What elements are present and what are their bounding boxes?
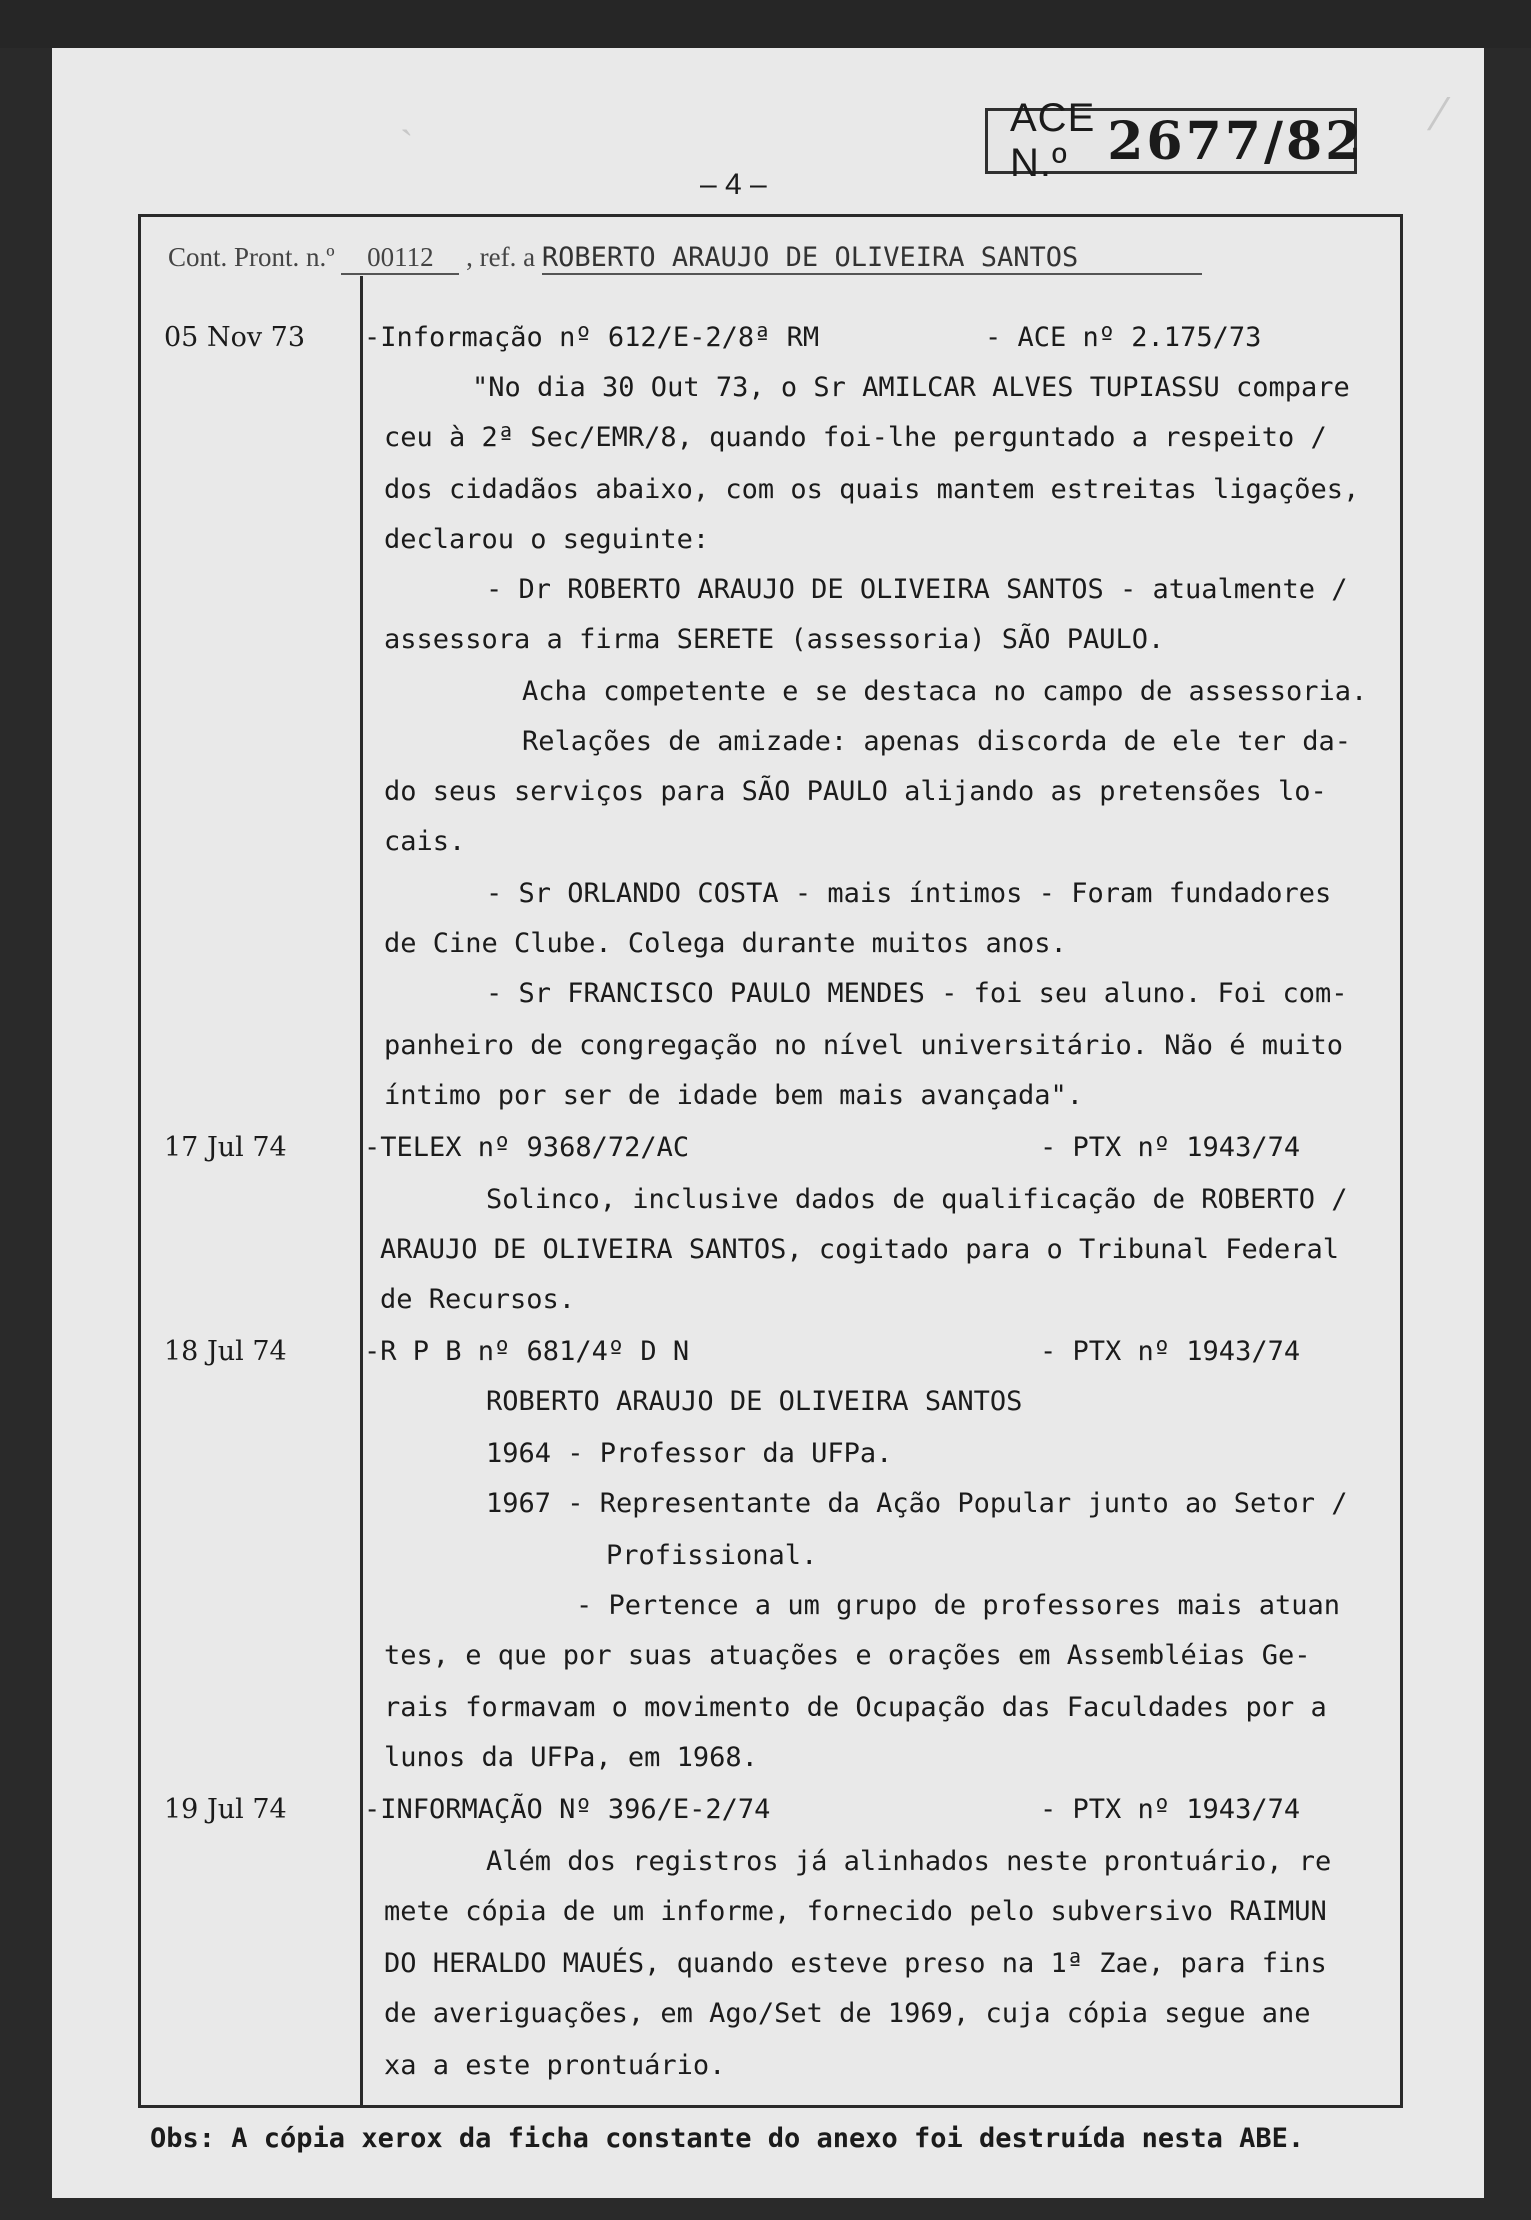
entry-text-line: do seus serviços para SÃO PAULO alijando as pretensões lo- bbox=[384, 776, 1327, 807]
entry-text-line: Relações de amizade: apenas discorda de ele ter da- bbox=[522, 726, 1352, 757]
scan-speck: ⁄ bbox=[1435, 90, 1443, 141]
entry-date: 05 Nov 73 bbox=[164, 322, 306, 353]
header-cont-label: Cont. Pront. n.º bbox=[168, 242, 335, 272]
entry-text-line: 1967 - Representante da Ação Popular junto ao Setor / bbox=[486, 1488, 1348, 1519]
entry-text-line: de Cine Clube. Colega durante muitos anos. bbox=[384, 928, 1067, 959]
entry-date: 19 Jul 74 bbox=[164, 1794, 287, 1825]
entry-text-line: Acha competente e se destaca no campo de assessoria. bbox=[522, 676, 1368, 707]
entry-text-line: dos cidadãos abaixo, com os quais mantem estreitas ligações, bbox=[384, 474, 1360, 505]
entry-text-line: xa a este prontuário. bbox=[384, 2050, 726, 2081]
entry-text-line: panheiro de congregação no nível universitário. Não é muito bbox=[384, 1030, 1344, 1061]
ace-stamp-prefix: ACE N.º bbox=[1010, 96, 1096, 185]
entry-text-line: Além dos registros já alinhados neste prontuário, re bbox=[486, 1846, 1332, 1877]
entry-text-line: lunos da UFPa, em 1968. bbox=[384, 1742, 758, 1773]
entry-text-line: - Sr ORLANDO COSTA - mais íntimos - Foram fundadores bbox=[486, 878, 1332, 909]
entry-text-line: mete cópia de um informe, fornecido pelo subversivo RAIMUN bbox=[384, 1896, 1327, 1927]
entry-reference: -INFORMAÇÃO Nº 396/E-2/74 bbox=[364, 1794, 771, 1825]
ace-stamp-number: 2677/82 bbox=[1107, 110, 1365, 172]
entry-text-line: Profissional. bbox=[606, 1540, 818, 1571]
entry-text-line: ceu à 2ª Sec/EMR/8, quando foi-lhe perguntado a respeito / bbox=[384, 422, 1327, 453]
entry-reference: -TELEX nº 9368/72/AC bbox=[364, 1132, 690, 1163]
entry-reference: -Informação nº 612/E-2/8ª RM bbox=[364, 322, 820, 353]
entry-text-line: ARAUJO DE OLIVEIRA SANTOS, cogitado para o Tribunal Federal bbox=[380, 1234, 1340, 1265]
entry-reference: -R P B nº 681/4º D N bbox=[364, 1336, 690, 1367]
page-number: – 4 – bbox=[700, 168, 767, 201]
record-header bbox=[168, 242, 1202, 275]
ace-stamp bbox=[985, 96, 1365, 185]
entry-ace-reference: - ACE nº 2.175/73 bbox=[985, 322, 1262, 353]
header-subject: ROBERTO ARAUJO DE OLIVEIRA SANTOS bbox=[542, 242, 1202, 275]
entry-text-line: de averiguações, em Ago/Set de 1969, cuja cópia segue ane bbox=[384, 1998, 1311, 2029]
entry-ptx-reference: - PTX nº 1943/74 bbox=[1040, 1336, 1301, 1367]
header-ref-label: , ref. a bbox=[466, 242, 536, 272]
entry-text-line: ROBERTO ARAUJO DE OLIVEIRA SANTOS bbox=[486, 1386, 1023, 1417]
scan-speck: ˎ bbox=[400, 91, 414, 137]
column-divider bbox=[360, 276, 363, 2108]
entry-text-line: - Dr ROBERTO ARAUJO DE OLIVEIRA SANTOS - atualmente / bbox=[486, 574, 1348, 605]
footer-note: Obs: A cópia xerox da ficha constante do anexo foi destruída nesta ABE. bbox=[150, 2123, 1305, 2154]
entry-text-line: rais formavam o movimento de Ocupação das Faculdades por a bbox=[384, 1692, 1327, 1723]
entry-text-line: 1964 - Professor da UFPa. bbox=[486, 1438, 893, 1469]
entry-ptx-reference: - PTX nº 1943/74 bbox=[1040, 1794, 1301, 1825]
entry-text-line: DO HERALDO MAUÉS, quando esteve preso na 1ª Zae, para fins bbox=[384, 1948, 1327, 1979]
header-pront-number: 00112 bbox=[341, 242, 459, 275]
entry-text-line: "No dia 30 Out 73, o Sr AMILCAR ALVES TUPIASSU compare bbox=[472, 372, 1350, 403]
entry-text-line: - Sr FRANCISCO PAULO MENDES - foi seu aluno. Foi com- bbox=[486, 978, 1348, 1009]
entry-ptx-reference: - PTX nº 1943/74 bbox=[1040, 1132, 1301, 1163]
entry-text-line: Solinco, inclusive dados de qualificação de ROBERTO / bbox=[486, 1184, 1348, 1215]
entry-text-line: assessora a firma SERETE (assessoria) SÃO PAULO. bbox=[384, 624, 1165, 655]
entry-date: 17 Jul 74 bbox=[164, 1132, 287, 1163]
entry-text-line: íntimo por ser de idade bem mais avançada". bbox=[384, 1080, 1083, 1111]
entry-text-line: declarou o seguinte: bbox=[384, 524, 710, 555]
entry-text-line: de Recursos. bbox=[380, 1284, 576, 1315]
entry-text-line: cais. bbox=[384, 826, 466, 857]
scan-border bbox=[0, 0, 1531, 48]
entry-text-line: tes, e que por suas atuações e orações em Assembléias Ge- bbox=[384, 1640, 1311, 1671]
entry-date: 18 Jul 74 bbox=[164, 1336, 287, 1367]
entry-text-line: - Pertence a um grupo de professores mais atuan bbox=[576, 1590, 1341, 1621]
